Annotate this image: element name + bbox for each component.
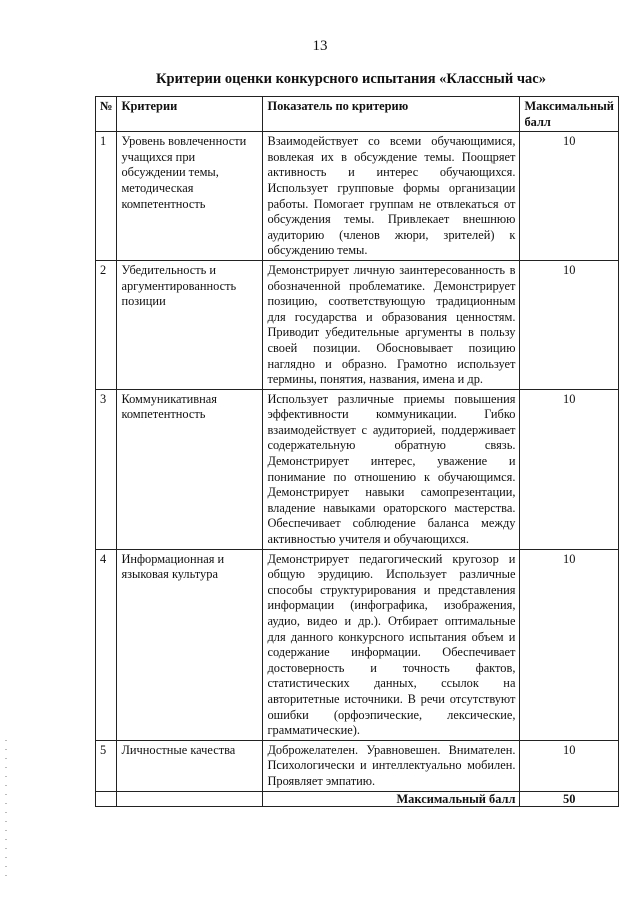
table-row bbox=[96, 740, 619, 791]
row-max-score: 10 bbox=[520, 132, 618, 261]
header-criterion: Критерии bbox=[117, 97, 263, 132]
header-number: № bbox=[96, 97, 117, 132]
row-max-score: 10 bbox=[520, 260, 618, 389]
header-max-score: Максимальный балл bbox=[520, 97, 618, 132]
row-number: 3 bbox=[96, 389, 117, 549]
row-indicator: Демонстрирует педагогический кругозор и общую эрудицию. Использует различные способы структурирования и представления информации (инфографика, изображения, аудио, видео и др.). Отбирает оптимальные для данного конкурсного испытания объем и содержание информации. Обеспечивает достоверность и точность фактов, статистических данных, ссылок на авторитетные источники. В речи отсутствуют ошибки (орфоэпические, лексические, грамматические). bbox=[263, 549, 520, 740]
page-number: 13 bbox=[312, 38, 328, 54]
row-number: 5 bbox=[96, 740, 117, 791]
row-indicator: Использует различные приемы повышения эффективности коммуникации. Гибко взаимодействует с аудиторией, поддерживает содержательную обратную связь. Демонстрирует интерес, уважение и понимание по отношению к обучающимся. Демонстрирует навыки самопрезентации, владение навыками ораторского мастерства. Обеспечивает соблюдение баланса между активностью учителя и обучающихся. bbox=[263, 389, 520, 549]
row-criterion: Коммуникативная компетентность bbox=[117, 389, 263, 549]
row-number: 1 bbox=[96, 132, 117, 261]
scan-artifact bbox=[5, 740, 7, 880]
table-row bbox=[96, 549, 619, 740]
row-criterion: Убедительность и аргументированность позиции bbox=[117, 260, 263, 389]
criteria-table bbox=[95, 96, 619, 807]
table-row bbox=[96, 132, 619, 261]
row-number: 4 bbox=[96, 549, 117, 740]
total-row bbox=[96, 791, 619, 806]
document-title: Критерии оценки конкурсного испытания «Классный час» bbox=[156, 71, 546, 87]
row-indicator: Взаимодействует со всеми обучающимися, вовлекая их в обсуждение темы. Поощряет активность и интерес обучающихся. Использует групповые формы организации работы. Помогает группам не отвлекаться от обсуждения темы. Привлекает внешнюю аудиторию (членов жюри, зрителей) к обсуждению темы. bbox=[263, 132, 520, 261]
row-number: 2 bbox=[96, 260, 117, 389]
total-empty-cell bbox=[96, 791, 117, 806]
row-max-score: 10 bbox=[520, 549, 618, 740]
total-value: 50 bbox=[520, 791, 618, 806]
header-indicator: Показатель по критерию bbox=[263, 97, 520, 132]
row-criterion: Личностные качества bbox=[117, 740, 263, 791]
row-max-score: 10 bbox=[520, 740, 618, 791]
row-criterion: Информационная и языковая культура bbox=[117, 549, 263, 740]
row-indicator: Демонстрирует личную заинтересованность в обозначенной проблематике. Демонстрирует позицию, соответствующую традиционным для государства и образования ценностям. Приводит убедительные аргументы в пользу своей позиции. Обосновывает позицию наглядно и образно. Грамотно использует термины, понятия, названия, имена и др. bbox=[263, 260, 520, 389]
row-criterion: Уровень вовлеченности учащихся при обсуждении темы, методическая компетентность bbox=[117, 132, 263, 261]
total-empty-cell bbox=[117, 791, 263, 806]
total-label: Максимальный балл bbox=[263, 791, 520, 806]
table-row bbox=[96, 260, 619, 389]
table-header-row bbox=[96, 97, 619, 132]
row-max-score: 10 bbox=[520, 389, 618, 549]
table-row bbox=[96, 389, 619, 549]
row-indicator: Доброжелателен. Уравновешен. Внимателен. Психологически и интеллектуально мобилен. Проявляет эмпатию. bbox=[263, 740, 520, 791]
